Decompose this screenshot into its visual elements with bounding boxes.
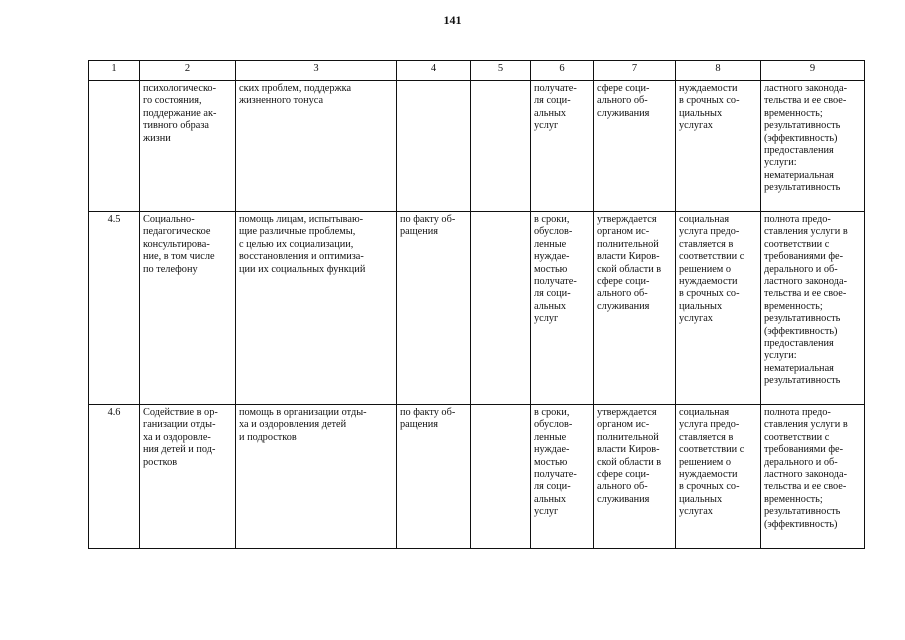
service-quality: ластного законода- тельства и ее свое- временность; результативность (эффективность) предоставления услуги: нематериальная результативность	[761, 81, 865, 212]
row-number	[89, 81, 140, 212]
service-quality: полнота предо- ставления услуги в соответствии с требованиями фе- дерального и об- ластного законода- тельства и ее свое- временность; результативность (эффективность)	[761, 405, 865, 549]
page-number: 141	[443, 13, 462, 27]
header-col-5: 5	[471, 61, 531, 81]
services-table	[88, 60, 865, 549]
header-col-6: 6	[531, 61, 594, 81]
service-conditions: социальная услуга предо- ставляется в соответствии с решением о нуждаемости в срочных со- циальных услугах	[676, 405, 761, 549]
service-description: помощь лицам, испытываю- щие различные проблемы, с целью их социализации, восстановления и оптимиза- ции их социальных функций	[236, 212, 397, 405]
service-terms: в сроки, обуслов- ленные нуждае- мостью получате- ля соци- альных услуг	[531, 405, 594, 549]
service-name: Содействие в ор- ганизации отды- ха и оздоровле- ния детей и под- ростков	[140, 405, 236, 549]
service-description: ских проблем, поддержка жизненного тонуса	[236, 81, 397, 212]
header-col-8: 8	[676, 61, 761, 81]
service-terms: получате- ля соци- альных услуг	[531, 81, 594, 212]
row-number: 4.6	[89, 405, 140, 549]
table-row	[89, 81, 865, 212]
table-row	[89, 212, 865, 405]
service-volume: по факту об- ращения	[397, 405, 471, 549]
service-quality: полнота предо- ставления услуги в соответствии с требованиями фе- дерального и об- ластного законода- тельства и ее свое- временность; результативность (эффективность) предоставления услуги: нематериальная результативность	[761, 212, 865, 405]
service-tariff: утверждается органом ис- полнительной власти Киров- ской области в сфере соци- ального об- служивания	[594, 212, 676, 405]
service-conditions: социальная услуга предо- ставляется в соответствии с решением о нуждаемости в срочных со- циальных услугах	[676, 212, 761, 405]
header-col-2: 2	[140, 61, 236, 81]
service-tariff: сфере соци- ального об- служивания	[594, 81, 676, 212]
table-row	[89, 405, 865, 549]
service-cell-5	[471, 212, 531, 405]
service-cell-5	[471, 405, 531, 549]
service-volume: по факту об- ращения	[397, 212, 471, 405]
header-col-4: 4	[397, 61, 471, 81]
header-col-1: 1	[89, 61, 140, 81]
service-terms: в сроки, обуслов- ленные нуждае- мостью получате- ля соци- альных услуг	[531, 212, 594, 405]
header-row	[89, 61, 865, 81]
service-tariff: утверждается органом ис- полнительной власти Киров- ской области в сфере соци- ального об- служивания	[594, 405, 676, 549]
service-conditions: нуждаемости в срочных со- циальных услугах	[676, 81, 761, 212]
header-col-7: 7	[594, 61, 676, 81]
row-number: 4.5	[89, 212, 140, 405]
service-cell-5	[471, 81, 531, 212]
service-description: помощь в организации отды- ха и оздоровления детей и подростков	[236, 405, 397, 549]
service-name: психологическо- го состояния, поддержание ак- тивного образа жизни	[140, 81, 236, 212]
service-name: Социально- педагогическое консультирова- ние, в том числе по телефону	[140, 212, 236, 405]
service-volume	[397, 81, 471, 212]
header-col-3: 3	[236, 61, 397, 81]
header-col-9: 9	[761, 61, 865, 81]
